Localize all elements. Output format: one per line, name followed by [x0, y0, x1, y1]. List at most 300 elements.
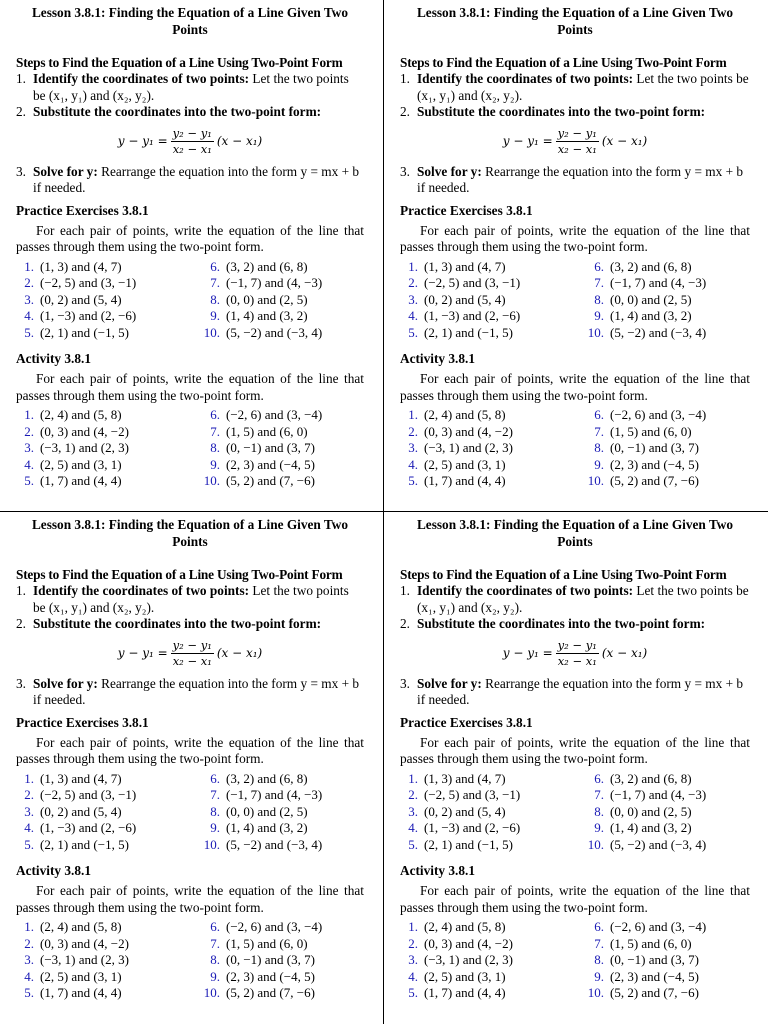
formula-numerator: y₂ − y₁ — [172, 125, 212, 140]
step-3 — [16, 676, 364, 709]
step-number: 3. — [16, 675, 26, 691]
activity-col-right — [578, 407, 748, 490]
practice-col-left — [400, 771, 578, 854]
formula-denominator: x₂ − x₁ — [557, 653, 597, 668]
exercise-points: (0, 3) and (4, −2) — [40, 423, 129, 439]
exercise-points: (0, 0) and (2, 5) — [610, 803, 692, 819]
exercise-item — [194, 275, 364, 292]
practice-heading: Practice Exercises 3.8.1 — [400, 714, 533, 730]
exercise-item — [194, 936, 364, 953]
activity-list — [400, 407, 750, 490]
exercise-points: (1, 3) and (4, 7) — [40, 258, 122, 274]
two-point-formula — [16, 638, 364, 669]
exercise-item — [194, 308, 364, 325]
exercise-points: (5, −2) and (−3, 4) — [226, 836, 323, 852]
exercise-number: 4. — [408, 820, 418, 835]
practice-col-right — [578, 771, 748, 854]
activity-col-left — [16, 407, 194, 490]
activity-col-left — [400, 919, 578, 1002]
practice-intro: For each pair of points, write the equation of the line that passes through them using the two-point form. — [400, 222, 750, 254]
exercise-points: (0, −1) and (3, 7) — [610, 440, 699, 455]
exercise-number: 10. — [587, 985, 604, 1000]
exercise-points: (0, 3) and (4, −2) — [424, 423, 513, 439]
exercise-number: 6. — [210, 919, 220, 934]
exercise-number: 9. — [594, 820, 604, 835]
formula-rhs: (x − x₁) — [601, 646, 648, 660]
exercise-item — [578, 292, 748, 309]
exercise-points: (−1, 7) and (4, −3) — [226, 787, 323, 802]
step-number: 1. — [16, 583, 26, 598]
activity-col-right — [194, 919, 364, 1002]
exercise-points: (2, 1) and (−1, 5) — [424, 324, 513, 340]
practice-list — [400, 771, 750, 854]
two-point-formula — [400, 126, 750, 157]
exercise-points: (−1, 7) and (4, −3) — [610, 787, 707, 802]
exercise-item — [400, 407, 578, 424]
step-1 — [400, 583, 750, 616]
exercise-points: (−2, 5) and (3, −1) — [424, 275, 521, 290]
exercise-number: 2. — [24, 935, 34, 951]
exercise-item — [400, 952, 578, 969]
exercise-number: 3. — [24, 952, 34, 967]
exercise-points: (1, 5) and (6, 0) — [226, 935, 308, 951]
formula-lhs: y − y₁ = — [502, 134, 553, 148]
exercise-number: 1. — [24, 770, 34, 786]
exercise-points: (1, 7) and (4, 4) — [424, 985, 506, 1000]
exercise-number: 9. — [210, 968, 220, 984]
practice-col-right — [194, 259, 364, 342]
lesson-card-2 — [384, 0, 768, 512]
step-3-bold: Solve for y: — [417, 675, 482, 691]
exercise-item — [16, 259, 194, 276]
exercise-points: (−1, 7) and (4, −3) — [226, 275, 323, 290]
step-number: 3. — [400, 163, 410, 179]
exercise-number: 8. — [594, 440, 604, 455]
step-1-text: Let the two points be (x₁, y₁) and (x₂, y₂). — [33, 71, 349, 103]
exercise-item — [578, 837, 748, 854]
step-2 — [16, 616, 364, 633]
exercise-points: (1, 4) and (3, 2) — [226, 308, 308, 323]
exercise-points: (1, 5) and (6, 0) — [610, 423, 692, 439]
exercise-points: (5, −2) and (−3, 4) — [226, 324, 323, 340]
exercise-number: 1. — [408, 258, 418, 274]
exercise-number: 7. — [594, 935, 604, 951]
exercise-item — [578, 407, 748, 424]
exercise-item — [16, 292, 194, 309]
exercise-item — [578, 952, 748, 969]
step-number: 1. — [400, 71, 410, 86]
exercise-item — [400, 292, 578, 309]
exercise-item — [400, 820, 578, 837]
step-1-bold: Identify the coordinates of two points: — [417, 71, 634, 86]
steps-heading: Steps to Find the Equation of a Line Using Two-Point Form — [400, 55, 727, 70]
exercise-number: 10. — [203, 473, 220, 488]
exercise-number: 5. — [24, 836, 34, 852]
card-content — [16, 4, 364, 490]
exercise-item — [194, 985, 364, 1002]
exercise-points: (0, 3) and (4, −2) — [424, 935, 513, 951]
exercise-item — [194, 325, 364, 342]
exercise-points: (−3, 1) and (2, 3) — [424, 440, 513, 455]
exercise-points: (0, 2) and (5, 4) — [40, 803, 122, 819]
formula-rhs: (x − x₁) — [216, 134, 263, 148]
exercise-points: (3, 2) and (6, 8) — [610, 258, 692, 274]
exercise-item — [16, 308, 194, 325]
exercise-points: (1, 4) and (3, 2) — [226, 820, 308, 835]
exercise-item — [16, 952, 194, 969]
exercise-item — [400, 919, 578, 936]
exercise-number: 6. — [594, 407, 604, 422]
exercise-points: (2, 4) and (5, 8) — [40, 407, 122, 422]
practice-intro: For each pair of points, write the equation of the line that passes through them using the two-point form. — [16, 222, 364, 254]
exercise-item — [16, 440, 194, 457]
exercise-item — [400, 985, 578, 1002]
exercise-points: (1, 4) and (3, 2) — [610, 308, 692, 323]
exercise-item — [16, 325, 194, 342]
formula-fraction — [556, 638, 599, 669]
lesson-card-1 — [0, 0, 384, 512]
formula-lhs: y − y₁ = — [117, 134, 168, 148]
exercise-item — [16, 787, 194, 804]
exercise-item — [16, 936, 194, 953]
exercise-item — [578, 820, 748, 837]
exercise-item — [400, 936, 578, 953]
step-1-bold: Identify the coordinates of two points: — [417, 583, 634, 598]
activity-col-right — [578, 919, 748, 1002]
exercise-points: (0, −1) and (3, 7) — [226, 440, 315, 455]
exercise-item — [578, 804, 748, 821]
step-2-bold: Substitute the coordinates into the two-point form: — [417, 104, 706, 119]
exercise-number: 5. — [24, 473, 34, 488]
exercise-points: (0, −1) and (3, 7) — [226, 952, 315, 967]
practice-col-left — [400, 259, 578, 342]
step-3 — [16, 164, 364, 197]
exercise-points: (1, 4) and (3, 2) — [610, 820, 692, 835]
exercise-item — [16, 985, 194, 1002]
exercise-points: (1, 3) and (4, 7) — [424, 258, 506, 274]
exercise-number: 7. — [210, 423, 220, 439]
exercise-item — [578, 424, 748, 441]
activity-heading: Activity 3.8.1 — [400, 863, 475, 878]
practice-col-right — [194, 771, 364, 854]
steps-heading: Steps to Find the Equation of a Line Using Two-Point Form — [16, 567, 343, 582]
exercise-points: (2, 4) and (5, 8) — [424, 407, 506, 422]
exercise-item — [16, 473, 194, 490]
formula-fraction — [171, 126, 214, 157]
exercise-number: 5. — [408, 473, 418, 488]
exercise-item — [578, 969, 748, 986]
steps-list — [16, 71, 364, 121]
exercise-number: 3. — [24, 440, 34, 455]
exercise-number: 1. — [408, 407, 418, 422]
exercise-item — [194, 952, 364, 969]
step-2-bold: Substitute the coordinates into the two-point form: — [33, 104, 322, 119]
formula-numerator: y₂ − y₁ — [557, 125, 597, 140]
exercise-number: 8. — [210, 440, 220, 455]
exercise-item — [400, 457, 578, 474]
steps-heading: Steps to Find the Equation of a Line Using Two-Point Form — [400, 567, 727, 582]
exercise-points: (0, 2) and (5, 4) — [40, 291, 122, 307]
exercise-points: (−2, 5) and (3, −1) — [424, 787, 521, 802]
formula-numerator: y₂ − y₁ — [172, 637, 212, 652]
exercise-item — [194, 787, 364, 804]
exercise-number: 5. — [24, 324, 34, 340]
exercise-points: (0, 0) and (2, 5) — [610, 291, 692, 307]
step-1 — [16, 583, 364, 616]
exercise-number: 3. — [24, 803, 34, 819]
exercise-item — [578, 985, 748, 1002]
exercise-number: 4. — [24, 456, 34, 472]
exercise-number: 6. — [210, 770, 220, 786]
exercise-number: 9. — [594, 308, 604, 323]
exercise-points: (2, 5) and (3, 1) — [40, 456, 122, 472]
exercise-item — [578, 325, 748, 342]
exercise-number: 5. — [408, 985, 418, 1000]
exercise-points: (−2, 5) and (3, −1) — [40, 275, 137, 290]
exercise-points: (2, 1) and (−1, 5) — [424, 836, 513, 852]
step-3-text: Rearrange the equation into the form y = mx + b if needed. — [417, 163, 744, 195]
steps-list-cont — [16, 676, 364, 709]
exercise-number: 4. — [24, 308, 34, 323]
exercise-number: 10. — [587, 473, 604, 488]
exercise-points: (1, 5) and (6, 0) — [226, 423, 308, 439]
exercise-points: (3, 2) and (6, 8) — [226, 258, 308, 274]
exercise-item — [16, 804, 194, 821]
lesson-title: Lesson 3.8.1: Finding the Equation of a Line Given Two Points — [416, 517, 734, 549]
practice-list — [16, 771, 364, 854]
exercise-points: (3, 2) and (6, 8) — [610, 770, 692, 786]
step-3-bold: Solve for y: — [417, 163, 482, 179]
card-content — [400, 516, 750, 1002]
activity-col-left — [400, 407, 578, 490]
exercise-points: (0, −1) and (3, 7) — [610, 952, 699, 967]
exercise-points: (1, 3) and (4, 7) — [424, 770, 506, 786]
formula-denominator: x₂ − x₁ — [557, 141, 597, 156]
exercise-points: (2, 3) and (−4, 5) — [610, 968, 699, 984]
exercise-points: (1, −3) and (2, −6) — [424, 308, 521, 323]
step-number: 1. — [16, 71, 26, 86]
exercise-number: 7. — [594, 423, 604, 439]
exercise-points: (2, 5) and (3, 1) — [424, 968, 506, 984]
step-1 — [400, 71, 750, 104]
exercise-number: 4. — [408, 456, 418, 472]
exercise-points: (−3, 1) and (2, 3) — [424, 952, 513, 967]
steps-list — [400, 583, 750, 633]
exercise-number: 1. — [408, 770, 418, 786]
exercise-number: 4. — [24, 968, 34, 984]
exercise-item — [16, 820, 194, 837]
exercise-points: (1, −3) and (2, −6) — [40, 820, 137, 835]
exercise-item — [400, 837, 578, 854]
exercise-number: 10. — [203, 836, 220, 852]
step-number: 3. — [400, 675, 410, 691]
exercise-number: 3. — [24, 291, 34, 307]
exercise-points: (2, 1) and (−1, 5) — [40, 324, 129, 340]
exercise-item — [194, 804, 364, 821]
exercise-points: (−2, 6) and (3, −4) — [226, 407, 323, 422]
exercise-number: 10. — [587, 324, 604, 340]
exercise-item — [400, 424, 578, 441]
exercise-points: (1, 7) and (4, 4) — [40, 473, 122, 488]
steps-list-cont — [400, 164, 750, 197]
exercise-number: 3. — [408, 803, 418, 819]
exercise-points: (2, 1) and (−1, 5) — [40, 836, 129, 852]
exercise-item — [194, 473, 364, 490]
exercise-number: 8. — [594, 803, 604, 819]
exercise-points: (2, 3) and (−4, 5) — [226, 456, 315, 472]
exercise-number: 2. — [24, 275, 34, 290]
lesson-title: Lesson 3.8.1: Finding the Equation of a Line Given Two Points — [31, 5, 349, 37]
step-1-bold: Identify the coordinates of two points: — [33, 71, 250, 86]
exercise-points: (0, 3) and (4, −2) — [40, 935, 129, 951]
step-1-bold: Identify the coordinates of two points: — [33, 583, 250, 598]
exercise-item — [578, 936, 748, 953]
exercise-number: 3. — [408, 952, 418, 967]
exercise-number: 8. — [210, 291, 220, 307]
activity-list — [16, 919, 364, 1002]
exercise-points: (1, 5) and (6, 0) — [610, 935, 692, 951]
exercise-item — [194, 837, 364, 854]
exercise-item — [578, 275, 748, 292]
exercise-item — [194, 820, 364, 837]
activity-intro: For each pair of points, write the equation of the line that passes through them using the two-point form. — [400, 883, 750, 915]
exercise-number: 4. — [408, 308, 418, 323]
exercise-item — [578, 457, 748, 474]
exercise-points: (−2, 6) and (3, −4) — [226, 919, 323, 934]
exercise-points: (5, 2) and (7, −6) — [610, 985, 699, 1000]
exercise-number: 6. — [594, 770, 604, 786]
exercise-item — [578, 919, 748, 936]
card-content — [16, 516, 364, 1002]
exercise-number: 5. — [408, 836, 418, 852]
exercise-number: 9. — [594, 456, 604, 472]
exercise-number: 7. — [594, 787, 604, 802]
exercise-number: 7. — [594, 275, 604, 290]
formula-fraction — [556, 126, 599, 157]
lesson-card-4 — [384, 512, 768, 1024]
activity-intro: For each pair of points, write the equation of the line that passes through them using the two-point form. — [400, 371, 750, 403]
exercise-item — [400, 325, 578, 342]
exercise-item — [400, 771, 578, 788]
lesson-title: Lesson 3.8.1: Finding the Equation of a Line Given Two Points — [31, 517, 349, 549]
exercise-item — [194, 919, 364, 936]
steps-list — [16, 583, 364, 633]
exercise-number: 2. — [408, 423, 418, 439]
step-3-bold: Solve for y: — [33, 675, 98, 691]
exercise-points: (−2, 6) and (3, −4) — [610, 919, 707, 934]
step-1 — [16, 71, 364, 104]
exercise-number: 8. — [594, 952, 604, 967]
exercise-points: (−2, 6) and (3, −4) — [610, 407, 707, 422]
exercise-number: 10. — [587, 836, 604, 852]
exercise-number: 9. — [210, 308, 220, 323]
exercise-points: (2, 3) and (−4, 5) — [226, 968, 315, 984]
exercise-points: (2, 4) and (5, 8) — [40, 919, 122, 934]
practice-intro: For each pair of points, write the equation of the line that passes through them using the two-point form. — [400, 734, 750, 766]
step-1-text: Let the two points be (x₁, y₁) and (x₂, y₂). — [33, 583, 349, 615]
formula-numerator: y₂ − y₁ — [557, 637, 597, 652]
exercise-number: 5. — [24, 985, 34, 1000]
exercise-points: (0, 2) and (5, 4) — [424, 291, 506, 307]
exercise-number: 6. — [210, 258, 220, 274]
formula-lhs: y − y₁ = — [117, 646, 168, 660]
lesson-card-3 — [0, 512, 384, 1024]
step-number: 2. — [400, 104, 410, 119]
practice-col-right — [578, 259, 748, 342]
exercise-points: (5, 2) and (7, −6) — [226, 473, 315, 488]
exercise-item — [578, 787, 748, 804]
exercise-item — [400, 473, 578, 490]
steps-list — [400, 71, 750, 121]
exercise-item — [194, 407, 364, 424]
formula-rhs: (x − x₁) — [601, 134, 648, 148]
exercise-number: 9. — [594, 968, 604, 984]
exercise-number: 1. — [24, 258, 34, 274]
step-2 — [400, 104, 750, 121]
exercise-points: (1, 7) and (4, 4) — [424, 473, 506, 488]
exercise-points: (0, 2) and (5, 4) — [424, 803, 506, 819]
exercise-number: 6. — [210, 407, 220, 422]
exercise-item — [16, 919, 194, 936]
exercise-points: (5, 2) and (7, −6) — [226, 985, 315, 1000]
step-3-text: Rearrange the equation into the form y = mx + b if needed. — [33, 163, 360, 195]
exercise-points: (2, 5) and (3, 1) — [40, 968, 122, 984]
exercise-item — [578, 771, 748, 788]
exercise-points: (0, 0) and (2, 5) — [226, 291, 308, 307]
step-number: 2. — [400, 616, 410, 631]
exercise-number: 10. — [203, 985, 220, 1000]
step-3-text: Rearrange the equation into the form y = mx + b if needed. — [417, 675, 744, 707]
exercise-number: 3. — [408, 291, 418, 307]
exercise-number: 2. — [408, 787, 418, 802]
step-1-text: Let the two points be (x₁, y₁) and (x₂, y₂). — [417, 71, 749, 103]
step-2-bold: Substitute the coordinates into the two-point form: — [33, 616, 322, 631]
exercise-number: 8. — [594, 291, 604, 307]
exercise-number: 10. — [203, 324, 220, 340]
exercise-points: (2, 3) and (−4, 5) — [610, 456, 699, 472]
exercise-item — [400, 259, 578, 276]
exercise-number: 5. — [408, 324, 418, 340]
exercise-number: 9. — [210, 456, 220, 472]
practice-col-left — [16, 771, 194, 854]
exercise-points: (−3, 1) and (2, 3) — [40, 440, 129, 455]
activity-col-left — [16, 919, 194, 1002]
exercise-item — [194, 292, 364, 309]
exercise-item — [194, 771, 364, 788]
exercise-points: (2, 4) and (5, 8) — [424, 919, 506, 934]
exercise-number: 4. — [24, 820, 34, 835]
exercise-points: (3, 2) and (6, 8) — [226, 770, 308, 786]
step-3 — [400, 676, 750, 709]
step-number: 3. — [16, 163, 26, 179]
card-content — [400, 4, 750, 490]
activity-heading: Activity 3.8.1 — [16, 863, 91, 878]
step-number: 2. — [16, 104, 26, 119]
exercise-points: (2, 5) and (3, 1) — [424, 456, 506, 472]
exercise-points: (5, −2) and (−3, 4) — [610, 836, 707, 852]
exercise-number: 6. — [594, 919, 604, 934]
exercise-number: 8. — [210, 803, 220, 819]
step-1-text: Let the two points be (x₁, y₁) and (x₂, y₂). — [417, 583, 749, 615]
exercise-item — [16, 969, 194, 986]
exercise-item — [578, 440, 748, 457]
exercise-number: 1. — [24, 919, 34, 934]
exercise-number: 9. — [210, 820, 220, 835]
formula-denominator: x₂ − x₁ — [172, 141, 212, 156]
activity-list — [16, 407, 364, 490]
practice-list — [16, 259, 364, 342]
exercise-item — [400, 969, 578, 986]
